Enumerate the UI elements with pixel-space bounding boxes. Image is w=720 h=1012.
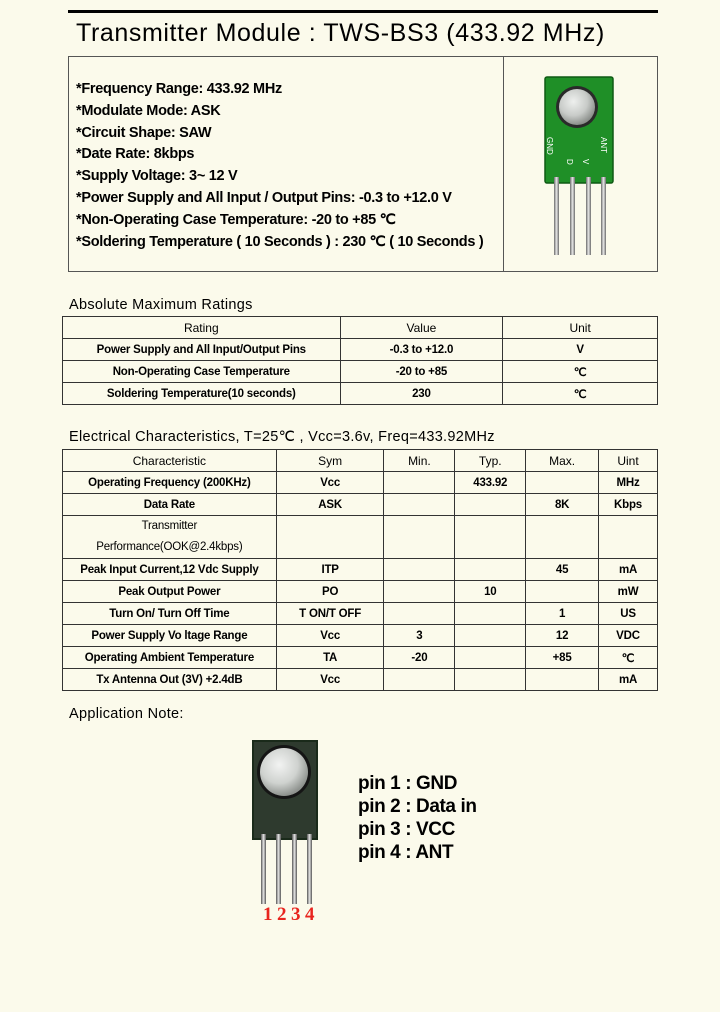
table-cell: +85	[526, 647, 599, 669]
table-cell	[526, 516, 599, 559]
table-cell	[455, 516, 526, 559]
table-cell: -0.3 to +12.0	[340, 339, 503, 361]
page-title: Transmitter Module : TWS-BS3 (433.92 MHz)	[76, 19, 605, 47]
column-header: Min.	[384, 450, 455, 472]
table-cell	[455, 559, 526, 581]
spec-item: *Supply Voltage: 3~ 12 V	[76, 168, 238, 185]
table-cell: ITP	[276, 559, 384, 581]
table-cell: 10	[455, 581, 526, 603]
table-cell: Vcc	[276, 625, 384, 647]
spec-item: *Power Supply and All Input / Output Pins: -0.3 to +12.0 V	[76, 189, 452, 206]
table-cell: Non-Operating Case Temperature	[63, 361, 341, 383]
table-cell	[455, 625, 526, 647]
table-cell: Vcc	[276, 669, 384, 691]
table-cell: mA	[599, 559, 658, 581]
table-cell: mW	[599, 581, 658, 603]
spec-item: *Circuit Shape: SAW	[76, 124, 212, 141]
table-cell: -20	[384, 647, 455, 669]
pin-item: pin 4 : ANT	[358, 842, 454, 863]
absolute-ratings-table	[62, 316, 658, 405]
table-cell: Power Supply and All Input/Output Pins	[63, 339, 341, 361]
table-row	[63, 361, 658, 383]
table-row	[63, 647, 658, 669]
module-photo	[539, 75, 619, 257]
table-cell: V	[503, 339, 658, 361]
table-cell: Peak Output Power	[63, 581, 277, 603]
table-cell: 45	[526, 559, 599, 581]
table-cell: Tx Antenna Out (3V) +2.4dB	[63, 669, 277, 691]
pin-list	[358, 772, 477, 864]
table-cell: Operating Ambient Temperature	[63, 647, 277, 669]
spec-item: *Date Rate: 8kbps	[76, 146, 195, 163]
column-header: Value	[340, 317, 503, 339]
column-header: Max.	[526, 450, 599, 472]
table-cell: -20 to +85	[340, 361, 503, 383]
table-row	[63, 603, 658, 625]
electrical-heading: Electrical Characteristics, T=25℃ , Vcc=3.6v, Freq=433.92MHz	[69, 429, 495, 445]
electrical-characteristics-table	[62, 449, 658, 691]
application-heading: Application Note:	[69, 706, 184, 722]
spec-item: *Modulate Mode: ASK	[76, 102, 221, 119]
spec-divider	[503, 57, 504, 271]
table-cell	[384, 494, 455, 516]
column-header: Typ.	[455, 450, 526, 472]
spec-item: *Non-Operating Case Temperature: -20 to +85 ℃	[76, 211, 396, 228]
table-cell	[526, 669, 599, 691]
spec-item: *Frequency Range: 433.92 MHz	[76, 81, 282, 97]
table-cell: Data Rate	[63, 494, 277, 516]
table-header-row	[63, 317, 658, 339]
table-cell: MHz	[599, 472, 658, 494]
table-row	[63, 383, 658, 405]
top-rule	[68, 10, 658, 13]
table-cell	[384, 581, 455, 603]
pin-item: pin 1 : GND	[358, 773, 458, 794]
table-cell: US	[599, 603, 658, 625]
column-header: Sym	[276, 450, 384, 472]
table-row	[63, 581, 658, 603]
table-cell	[384, 472, 455, 494]
table-cell	[384, 603, 455, 625]
pin-numbers: 1234	[263, 904, 319, 925]
table-cell: 230	[340, 383, 503, 405]
table-cell: Power Supply Vo ltage Range	[63, 625, 277, 647]
pin-item: pin 3 : VCC	[358, 819, 455, 840]
table-cell	[455, 647, 526, 669]
table-row	[63, 669, 658, 691]
table-cell: T ON/T OFF	[276, 603, 384, 625]
table-cell: Soldering Temperature(10 seconds)	[63, 383, 341, 405]
module-pin-label: D	[565, 159, 574, 165]
table-cell	[455, 494, 526, 516]
spec-box	[68, 56, 658, 272]
table-cell	[384, 669, 455, 691]
table-cell: TA	[276, 647, 384, 669]
column-header: Unit	[503, 317, 658, 339]
table-cell	[455, 603, 526, 625]
table-cell	[384, 559, 455, 581]
table-cell: ℃	[503, 383, 658, 405]
table-cell	[526, 472, 599, 494]
pin-item: pin 2 : Data in	[358, 796, 477, 817]
table-row	[63, 559, 658, 581]
column-header: Uint	[599, 450, 658, 472]
table-row	[63, 472, 658, 494]
column-header: Rating	[63, 317, 341, 339]
table-cell: Operating Frequency (200KHz)	[63, 472, 277, 494]
table-cell: ASK	[276, 494, 384, 516]
spec-item: *Soldering Temperature ( 10 Seconds ) : 230 ℃ ( 10 Seconds )	[76, 233, 484, 250]
table-row	[63, 625, 658, 647]
column-header: Characteristic	[63, 450, 277, 472]
absolute-heading: Absolute Maximum Ratings	[69, 297, 253, 313]
module-pin-label: ANT	[599, 137, 608, 153]
table-cell	[276, 516, 384, 559]
table-cell: Kbps	[599, 494, 658, 516]
table-cell: Peak Input Current,12 Vdc Supply	[63, 559, 277, 581]
module-pin-label: GND	[545, 137, 554, 155]
table-cell: 3	[384, 625, 455, 647]
table-cell: 433.92	[455, 472, 526, 494]
table-cell	[384, 516, 455, 559]
module-pin-label: V	[581, 159, 590, 165]
table-cell: Vcc	[276, 472, 384, 494]
table-cell	[455, 669, 526, 691]
table-row	[63, 516, 658, 559]
spec-list	[76, 79, 483, 253]
table-cell: mA	[599, 669, 658, 691]
table-row	[63, 339, 658, 361]
table-cell: VDC	[599, 625, 658, 647]
pinout-module-image	[248, 738, 324, 906]
table-row	[63, 494, 658, 516]
table-cell: ℃	[599, 647, 658, 669]
table-cell: Transmitter Performance(OOK@2.4kbps)	[63, 516, 277, 559]
table-cell: 1	[526, 603, 599, 625]
table-cell: ℃	[503, 361, 658, 383]
table-cell	[599, 516, 658, 559]
table-header-row	[63, 450, 658, 472]
table-cell: 12	[526, 625, 599, 647]
table-cell: Turn On/ Turn Off Time	[63, 603, 277, 625]
table-cell: PO	[276, 581, 384, 603]
table-cell: 8K	[526, 494, 599, 516]
table-cell	[526, 581, 599, 603]
